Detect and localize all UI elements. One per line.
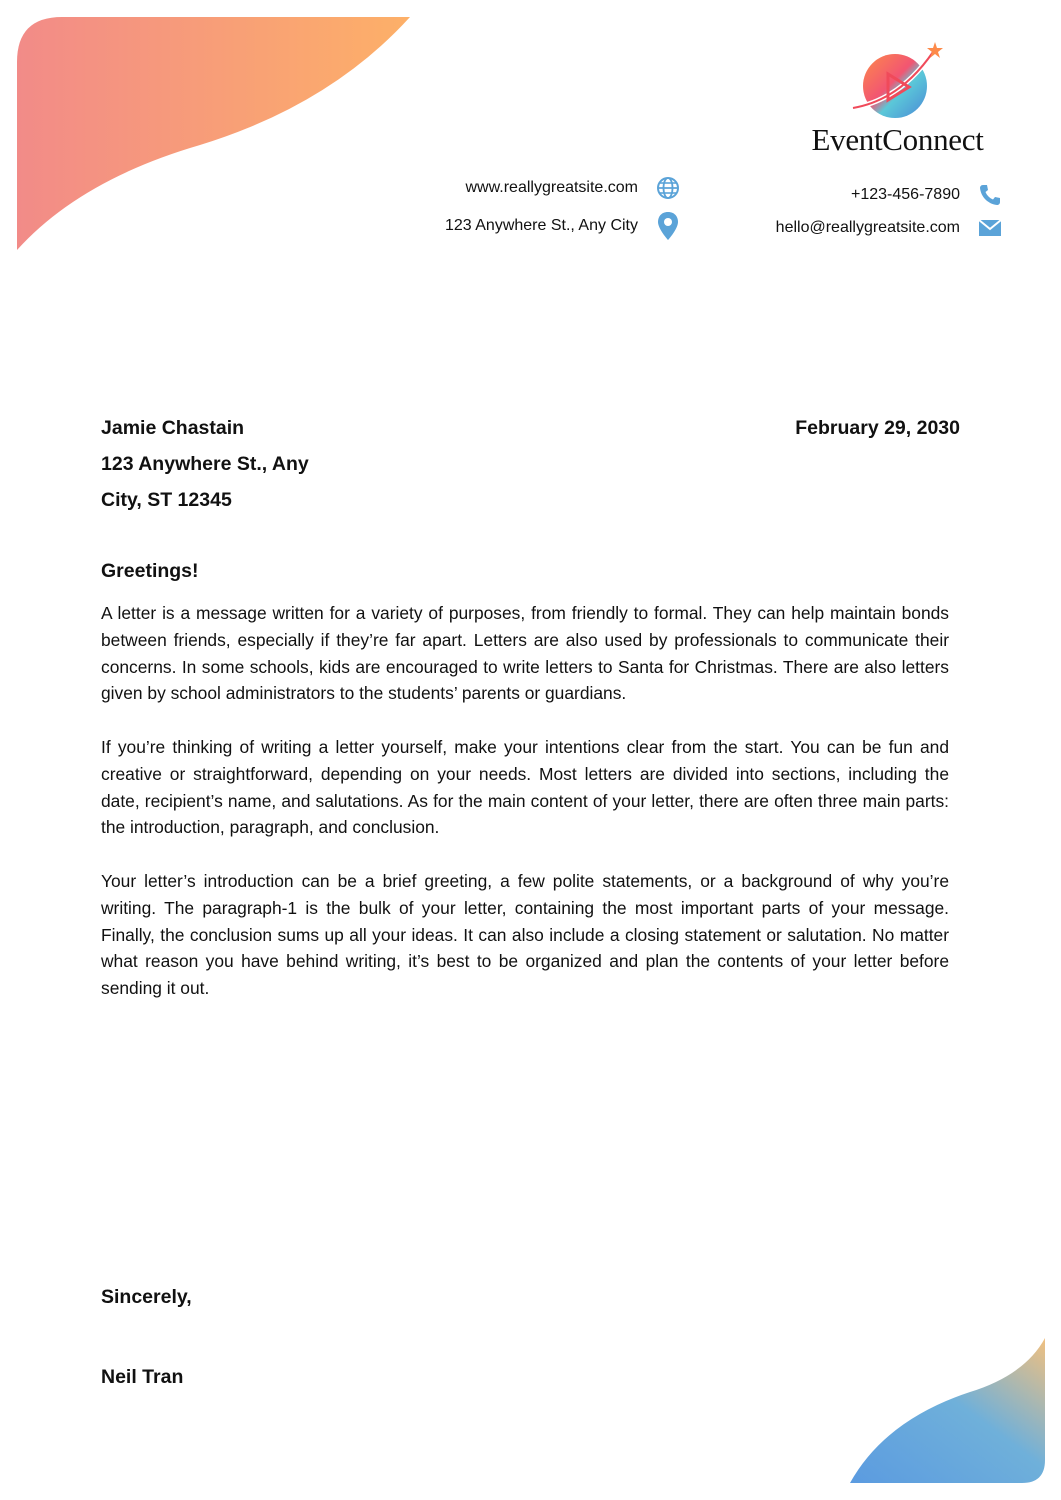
recipient-name: Jamie Chastain: [101, 417, 245, 439]
recipient-address-line1: 123 Anywhere St., Any: [101, 453, 309, 475]
decorative-shape-bottom: [830, 1320, 1061, 1500]
closing: Sincerely,: [101, 1286, 192, 1308]
letter-body: [101, 600, 949, 1029]
contact-website: [330, 176, 680, 200]
greeting: Greetings!: [101, 560, 199, 582]
logo-mark-icon: [845, 38, 945, 118]
logo-wordmark: EventConnect: [811, 122, 984, 157]
contact-email: [650, 216, 1002, 240]
recipient-address-line2: City, ST 12345: [101, 489, 232, 511]
phone-text[interactable]: +123-456-7890: [851, 186, 960, 203]
recipient-block: [101, 410, 309, 518]
email-text[interactable]: hello@reallygreatsite.com: [775, 219, 960, 236]
contact-phone: [650, 183, 1002, 207]
paragraph: Your letter’s introduction can be a brief greeting, a few polite statements, or a background of why you’re writing. The paragraph-1 is the bulk of your letter, containing the most important parts of your message. Finally, the conclusion sums up all your ideas. It can also include a closing statement or salutation. No matter what reason you have behind writing, it’s best to be organized and plan the contents of your letter before sending it out.: [101, 870, 949, 999]
company-logo: [790, 38, 1005, 163]
paragraph: If you’re thinking of writing a letter yourself, make your intentions clear from the start. You can be fun and creative or straightforward, depending on your needs. Most letters are divided into sections, including the date, recipient’s name, and salutations. As for the main content of your letter, there are often three main parts: the introduction, paragraph, and conclusion.: [101, 736, 949, 838]
mail-icon: [978, 216, 1002, 240]
signer-name: Neil Tran: [101, 1366, 184, 1388]
letter-date: February 29, 2030: [795, 417, 960, 439]
paragraph: A letter is a message written for a variety of purposes, from friendly to formal. They can help maintain bonds between friends, especially if they’re far apart. Letters are also used by professionals to communicate their concerns. In some schools, kids are encouraged to write letters to Santa for Christmas. There are also letters given by school administrators to the students’ parents or guardians.: [101, 603, 949, 704]
phone-icon: [978, 183, 1002, 207]
address-text: 123 Anywhere St., Any City: [445, 217, 638, 234]
website-text[interactable]: www.reallygreatsite.com: [465, 179, 638, 196]
contact-address: [330, 211, 680, 241]
